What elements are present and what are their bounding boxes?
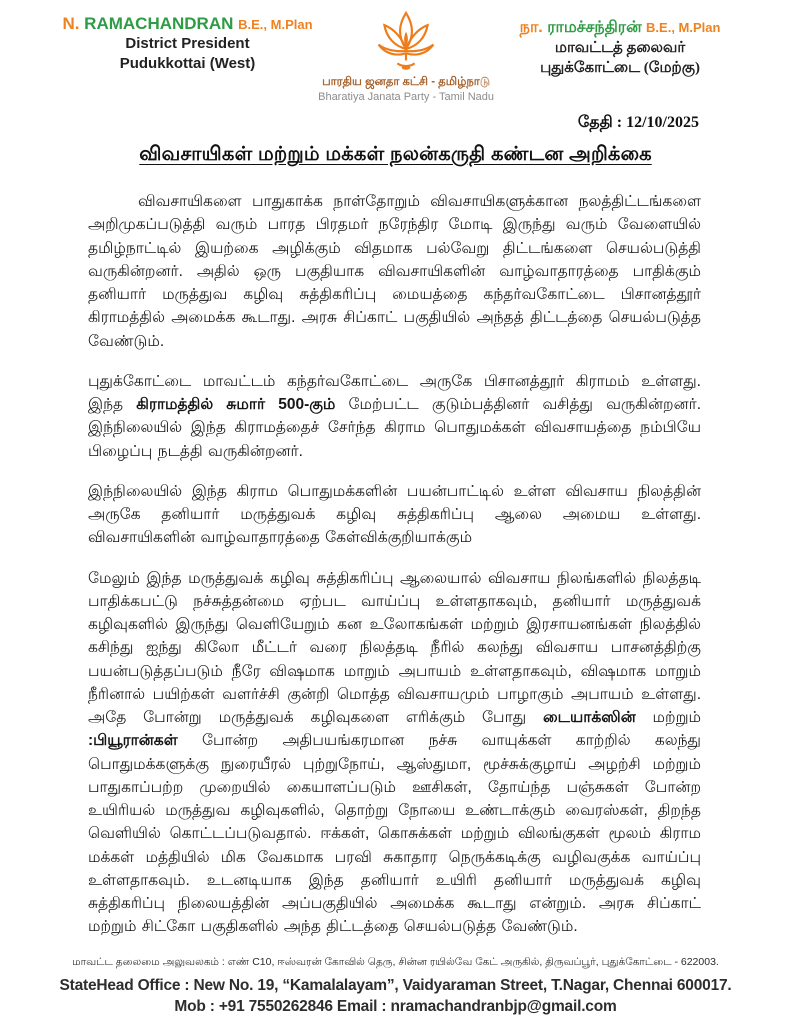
body-text-run: புதுக்கோட்டை மாவட்டம் கந்தர்வகோட்டை அருகே பிசானத்தூர் கிராமம் உள்ளது. இந்த [88,372,701,413]
officer-block-english [60,10,315,75]
officer-initial-tamil: நா. [519,19,543,36]
body-text-bold-run: டையாக்ஸின் [542,709,636,726]
officer-title-english: District President [125,35,250,52]
officer-degree-english: B.E., M.Plan [238,17,313,32]
body-text-run: மேற்பட்ட குடும்பத்தினர் வசித்து வருகின்றனர். இந்நிலையில் இந்த கிராமத்தைச் சேர்ந்த கிராம பொதுமக்கள் விவசாயத்தை நம்பியே பிழைப்பு நடத்தி வருகின்றனர். [88,396,702,460]
date-line: தேதி : 12/10/2025 [577,114,699,131]
body-paragraph [88,480,701,550]
officer-name-english [60,14,315,34]
officer-surname-english: RAMACHANDRAN [84,14,234,33]
body-text-run: போன்ற அதிபயங்கரமான நச்சு வாயுக்கள் காற்றில் கலந்து பொதுமக்களுக்கு நுரையீரல் புற்றுநோய், ஆஸ்துமா, மூச்சுக்குழாய் அழற்சி மற்றும் பாதுகாப்பற்ற முறையில் கையாளப்படும் ஊசிகள், தோய்ந்த பஞ்சுகள் போன்ற உயிரியல் மருத்துவ கழிவுகளில், தொற்று நோயை உண்டாக்கும் வைரஸ்கள், திறந்த வெளியில் கொட்டப்படுவதால். ஈக்கள், கொசுக்கள் மற்றும் விலங்குகள் மூலம் கிராம மக்கள் மத்தியில் மிக வேகமாக பரவி சுகாதார நெருக்கடிக்கு வழிவகுக்க வாய்ப்பு உள்ளதாகவும். உடனடியாக இந்த தனியார் உயிரி தனியார் மருத்துவக் கழிவு சுத்திகரிப்பு நிலையத்தின் அப்பகுதியில் அமைக்க கூடாது என்றும். அரசு சிப்காட் மற்றும் சிட்கோ பகுதிகளில் அந்த திட்டத்தை செயல்படுத்த வேண்டும். [88,732,701,936]
body-text-run: விவசாயிகளை பாதுகாக்க நாள்தோறும் விவசாயிகளுக்கான நலத்திட்டங்களை அறிமுகப்படுத்தி வரும் பாரத பிரதமர் நரேந்திர மோடி இருந்து வரும் வேளையில் தமிழ்நாட்டில் இயற்கை அழிக்கும் விதமாக பல்வேறு திட்டங்களை செயல்படுத்தி வருகின்றனர். அதில் ஒரு பகுதியாக விவசாயிகளின் வாழ்வாதாரத்தை பாதிக்கும் தனியார் மருத்துவ கழிவு சுத்திகரிப்பு மையத்தை கந்தர்வகோட்டை பிசானத்தூர் கிராமத்தில் அமைக்க கூடாது. அரசு சிப்காட் பகுதியில் அந்தத் திட்டத்தை செயல்படுத்த வேண்டும். [88,193,701,350]
district-office-address: மாவட்ட தலைமை அலுவலகம் : எண் C10, ஈஸ்வரன் கோவில் தெரு, சின்ன ரயில்வே கேட் அருகில், திருவப்பூர், புதுக்கோட்டை - 622003. [72,955,719,968]
party-name-english: Bharatiya Janata Party - Tamil Nadu [318,91,494,103]
letterhead-header [0,0,791,103]
body-text-run: இந்நிலையில் இந்த கிராம பொதுமக்களின் பயன்பாட்டில் உள்ள விவசாய நிலத்தின் அருகே தனியார் மருத்துவக் கழிவு சுத்திகரிப்பு ஆலை அமைய உள்ளது. விவசாயிகளின் வாழ்வாதாரத்தை கேள்விக்குறியாக்கும் [88,482,701,547]
body-text-run: மற்றும் [635,709,702,726]
body-paragraph [88,370,701,463]
statehead-office-address: StateHead Office : New No. 19, “Kamalalayam”, Vaidyaraman Street, T.Nagar, Chennai 600017. [59,976,732,994]
officer-district-english: Pudukkottai (West) [119,55,256,73]
letterhead-footer [0,956,791,1024]
document-title: விவசாயிகள் மற்றும் மக்கள் நலன்கருதி கண்டன அறிக்கை [139,143,652,165]
officer-title-tamil: மாவட்டத் தலைவர் [554,40,686,56]
body-text-run: மேலும் இந்த மருத்துவக் கழிவு சுத்திகரிப்பு ஆலையால் விவசாய நிலங்களில் நிலத்தடி பாதிக்கபட்டு நச்சுத்தன்மை ஏற்பட வாய்ப்பு உள்ளதாகவும், தனியார் மருத்துவக் கழிவுகளில் இருந்து வெளியேறும் கன உலோகங்கள் மற்றும் இரசாயனங்கள் நிலத்தில் கசிந்து ஐந்து கிலோ மீட்டர் வரை நிலத்தடி நீரில் கலந்து விவசாய பாசனத்திற்கு பயன்படுத்தப்படும் நீரே விஷமாக மாறும் அபாயம் உள்ளதாகவும், விஷமாக மாறும் நீரினால் பயிற்கள் வளர்ச்சி குன்றி மொத்த விவசாயமும் பாழாகும் அபாயம் உள்ளது. அதே போன்று மருத்துவக் கழிவுகளை எரிக்கும் போது [88,569,701,726]
party-logo-block [315,10,497,103]
body-text-bold-run: :பியூரான்கள் [88,732,178,750]
officer-block-tamil [497,10,743,79]
bjp-lotus-logo-icon [370,10,442,72]
body-paragraph [88,567,701,939]
officer-degree-tamil: B.E., M.Plan [646,20,721,35]
contact-line: Mob : +91 7550262846 Email : nramachandranbjp@gmail.com [174,998,617,1016]
officer-surname-tamil: ராமச்சந்திரன் [547,19,642,36]
officer-initial-english: N. [62,14,80,33]
officer-name-tamil [497,18,743,38]
officer-district-tamil: புதுக்கோட்டை (மேற்கு) [540,60,700,77]
body-paragraph [88,190,701,353]
letter-body [0,168,791,956]
body-text-bold-run: கிராமத்தில் சுமார் 500-கும் [136,396,336,413]
party-name-tamil: பாரதிய ஜனதா கட்சி - தமிழ்நாடு [322,76,490,88]
